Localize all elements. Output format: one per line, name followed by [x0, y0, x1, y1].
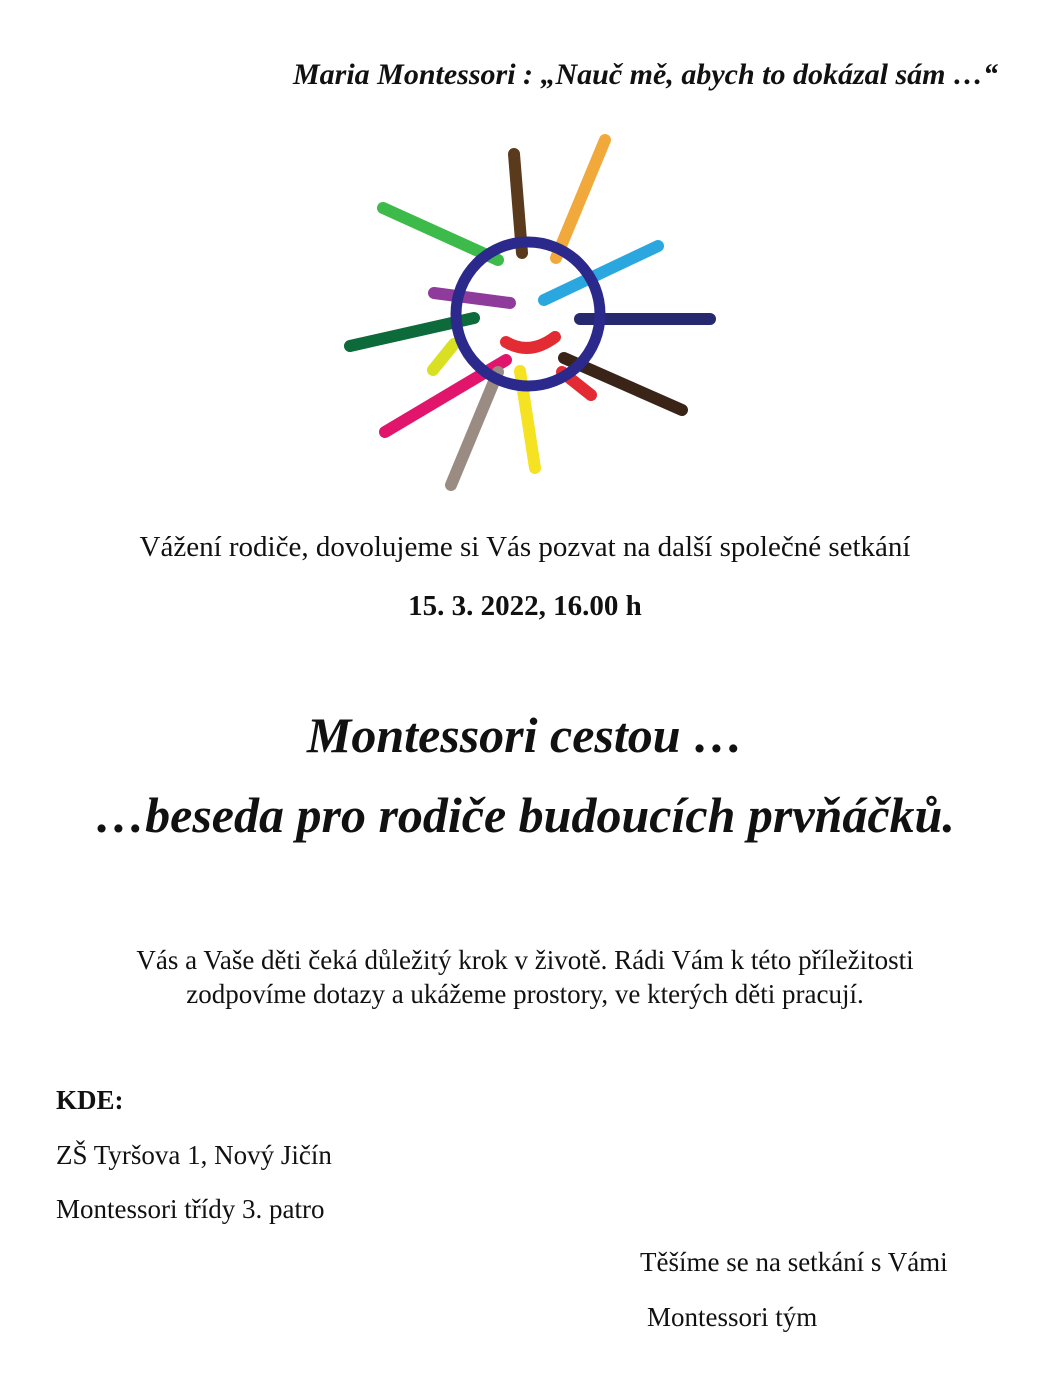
montessori-quote: Maria Montessori : „Nauč mě, abych to dokázal sám …“ — [292, 58, 998, 91]
location-address: ZŠ Tyršova 1, Nový Jičín — [56, 1140, 332, 1170]
body-line-1: Vás a Vaše děti čeká důležitý krok v životě. Rádi Vám k této příležitosti — [136, 945, 914, 975]
location-room: Montessori třídy 3. patro — [56, 1194, 325, 1224]
logo-smile — [506, 337, 555, 348]
event-datetime: 15. 3. 2022, 16.00 h — [408, 590, 642, 622]
closing-signature: Montessori tým — [647, 1302, 818, 1332]
closing-greeting: Těšíme se na setkání s Vámi — [640, 1247, 948, 1277]
logo-stick-lime — [433, 344, 454, 370]
body-line-2: zodpovíme dotazy a ukážeme prostory, ve kterých děti pracují. — [186, 979, 864, 1009]
location-label: KDE: — [56, 1085, 124, 1115]
logo-stick-orange — [556, 140, 605, 258]
headline-line-2: …beseda pro rodiče budoucích prvňáčků. — [95, 787, 955, 843]
logo-stick-purple — [434, 293, 510, 303]
montessori-sun-logo — [338, 128, 728, 498]
logo-stick-light-green — [383, 208, 498, 260]
invitation-text: Vážení rodiče, dovolujeme si Vás pozvat na další společné setkání — [139, 531, 911, 563]
body-paragraph — [0, 943, 1050, 1011]
headline-line-1: Montessori cestou … — [306, 707, 744, 763]
